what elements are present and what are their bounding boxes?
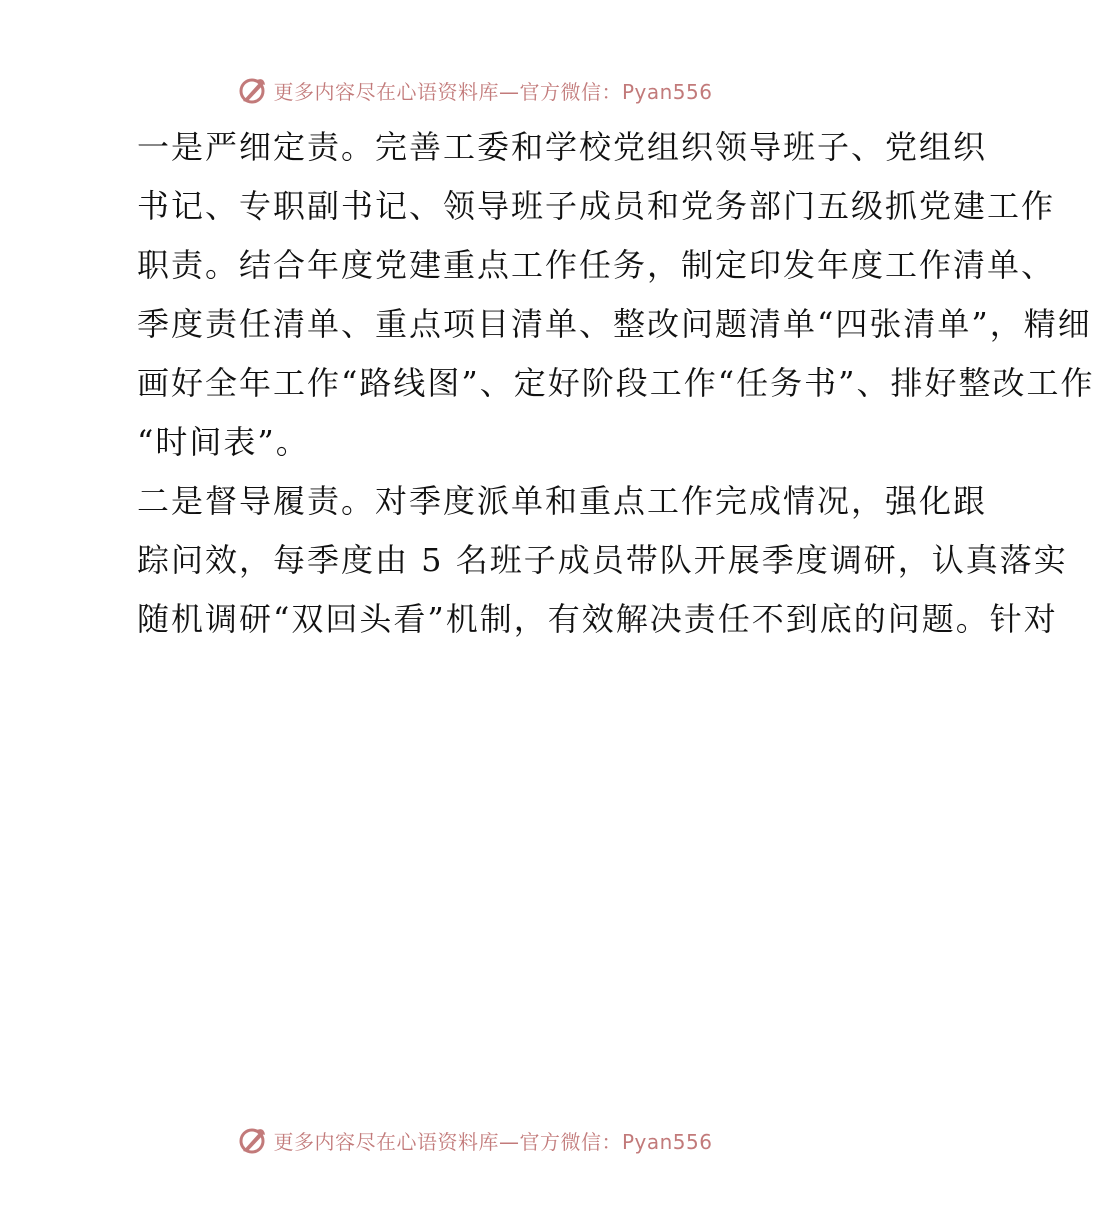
feather-pen-seal-icon	[237, 75, 267, 105]
paragraph-1-line-2: 书记、专职副书记、领导班子成员和党务部门五级抓党建工作	[137, 187, 1056, 225]
footer-banner	[0, 1120, 950, 1160]
paragraph-1-line-5: 画好全年工作“路线图”、定好阶段工作“任务书”、排好整改工作	[137, 364, 1094, 402]
header-banner	[0, 70, 950, 110]
paragraph-1	[97, 118, 1094, 472]
footer-banner-text: 更多内容尽在心语资料库—官方微信：Pyan556	[273, 1129, 713, 1154]
paragraph-2-line-3: 随机调研“双回头看”机制，有效解决责任不到底的问题。针对	[137, 600, 1058, 638]
paragraph-2-line-2: 踪问效，每季度由 5 名班子成员带队开展季度调研，认真落实	[137, 541, 1068, 579]
paragraph-1-line-6: “时间表”。	[137, 423, 310, 461]
paragraph-1-line-3: 职责。结合年度党建重点工作任务，制定印发年度工作清单、	[137, 246, 1056, 284]
paragraph-2-line-1: 二是督导履责。对季度派单和重点工作完成情况，强化跟	[137, 482, 988, 520]
paragraph-1-line-4: 季度责任清单、重点项目清单、整改问题清单“四张清单”，精细	[137, 305, 1092, 343]
feather-pen-seal-icon	[237, 1125, 267, 1155]
paragraph-2	[97, 472, 1068, 649]
paragraph-1-line-1: 一是严细定责。完善工委和学校党组织领导班子、党组织	[137, 128, 988, 166]
document-body	[97, 118, 1094, 649]
header-banner-text: 更多内容尽在心语资料库—官方微信：Pyan556	[273, 79, 713, 104]
